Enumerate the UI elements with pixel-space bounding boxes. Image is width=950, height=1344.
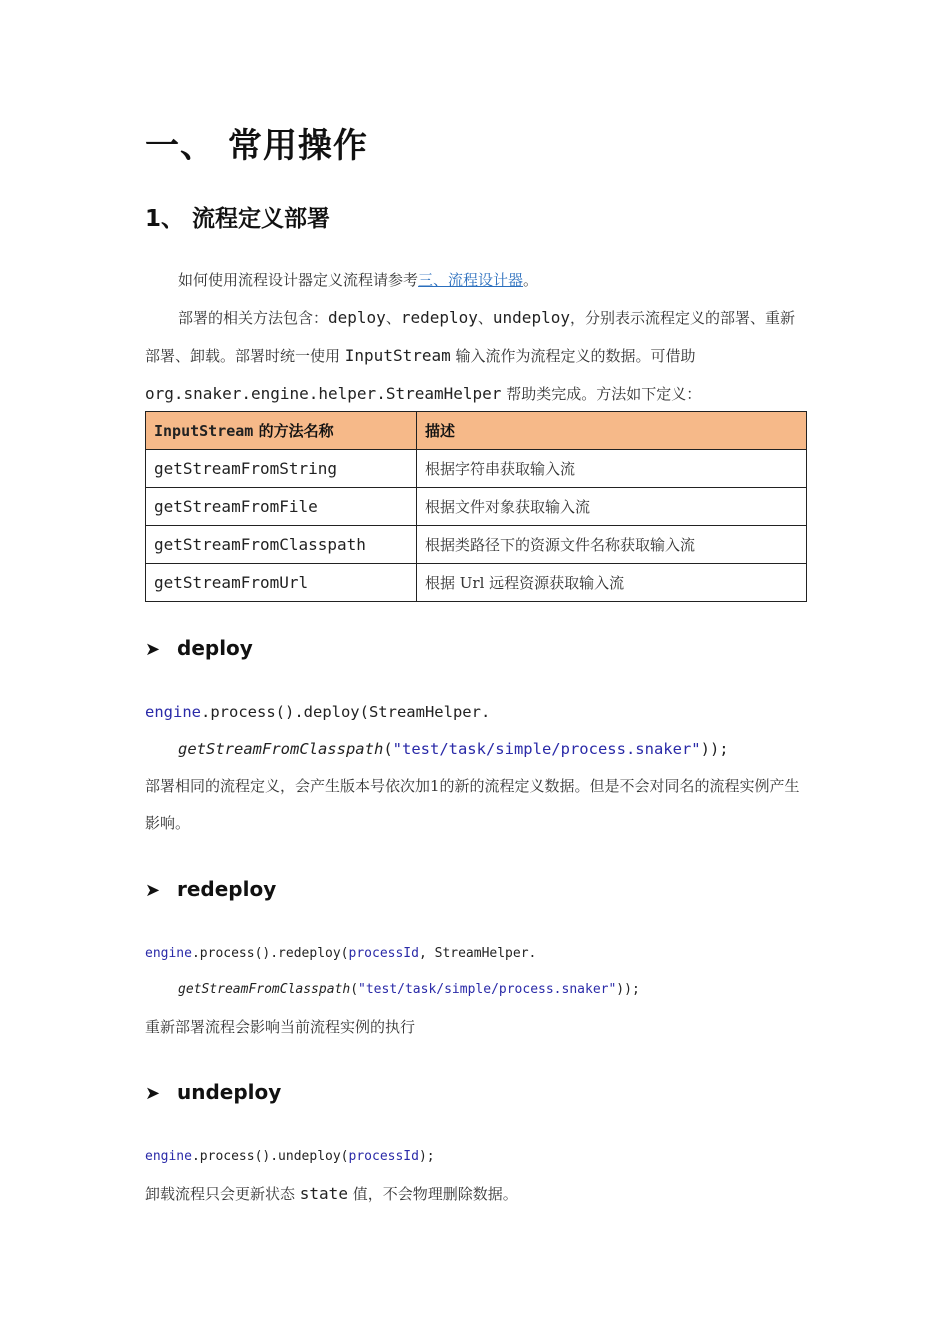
code-token: engine [145,1149,192,1164]
code-string: "test/task/simple/process.snaker" [358,982,617,997]
table-header-row [146,412,807,450]
intro-suffix: 。 [523,271,539,289]
header-description: 描述 [417,412,807,450]
undeploy-title: undeploy [177,1080,282,1104]
undeploy-heading [145,1080,281,1104]
redeploy-code-line-2 [178,982,640,997]
code-token: , StreamHelper. [418,946,537,961]
intro-prefix: 如何使用流程设计器定义流程请参考 [178,271,419,289]
method-name-cell: getStreamFromString [146,450,417,488]
header-code: InputStream [154,422,254,440]
deploy-heading [145,636,253,660]
code-redeploy: redeploy [400,308,478,327]
text: 帮助类完成。方法如下定义： [501,385,702,403]
heading-level-1: 一、 常用操作 [145,126,368,166]
code-undeploy: undeploy [492,308,570,327]
code-token: .process().undeploy( [191,1149,349,1164]
redeploy-code-line-1 [145,946,536,961]
text: 输入流作为流程定义的数据。可借助 [450,347,696,365]
description-cell: 根据字符串获取输入流 [417,450,807,488]
code-streamhelper: org.snaker.engine.helper.StreamHelper [145,384,502,403]
code-deploy: deploy [328,308,386,327]
method-name-cell: getStreamFromUrl [146,564,417,602]
code-token: )); [616,982,640,997]
text: 、 [477,309,493,327]
code-token: )); [700,740,729,758]
table-row [146,526,807,564]
text: ，分别表示流程定义的部署、重新部署、卸载。部署时统一使用 [145,309,795,365]
description-cell: 根据 Url 远程资源获取输入流 [417,564,807,602]
deploy-code-line-2 [178,740,729,758]
code-string: "test/task/simple/process.snaker" [392,740,701,758]
table-row [146,564,807,602]
code-token: ( [383,740,393,758]
undeploy-code-line-1 [145,1149,435,1164]
code-token: engine [145,703,201,721]
undeploy-note [145,1175,807,1213]
table-row [146,450,807,488]
code-token: .process().redeploy( [191,946,349,961]
process-designer-link[interactable]: 三、流程设计器 [418,271,524,289]
redeploy-note: 重新部署流程会影响当前流程实例的执行 [145,1018,416,1036]
heading-level-2: 1、 流程定义部署 [145,206,331,232]
arrow-right-icon: ➤ [145,1083,161,1104]
header-text: 的方法名称 [253,422,334,440]
arrow-right-icon: ➤ [145,880,161,901]
code-token: ( [350,982,359,997]
description-cell: 根据文件对象获取输入流 [417,488,807,526]
deploy-title: deploy [177,636,253,660]
code-token: processId [348,1149,419,1164]
redeploy-heading [145,877,276,901]
code-token: getStreamFromClasspath [178,740,384,758]
method-name-cell: getStreamFromFile [146,488,417,526]
redeploy-title: redeploy [177,877,277,901]
code-token: .process().deploy(StreamHelper. [201,703,491,721]
deploy-note: 部署相同的流程定义，会产生版本号依次加1的新的流程定义数据。但是不会对同名的流程实例产生影响。 [145,777,800,832]
deploy-code-line-1 [145,703,490,721]
text: 部署的相关方法包含： [178,309,329,327]
code-token: ); [418,1149,435,1164]
code-state: state [299,1184,348,1203]
text: 值，不会物理删除数据。 [347,1185,518,1203]
arrow-right-icon: ➤ [145,639,161,660]
inputstream-methods-table [145,411,807,602]
code-token: getStreamFromClasspath [178,982,351,997]
code-inputstream: InputStream [344,346,451,365]
table-row [146,488,807,526]
deploy-methods-paragraph [145,299,807,413]
intro-paragraph [145,262,807,299]
code-token: processId [348,946,419,961]
description-cell: 根据类路径下的资源文件名称获取输入流 [417,526,807,564]
text: 、 [385,309,401,327]
header-method-name [146,412,417,450]
code-token: engine [145,946,192,961]
method-name-cell: getStreamFromClasspath [146,526,417,564]
text: 卸载流程只会更新状态 [145,1185,300,1203]
